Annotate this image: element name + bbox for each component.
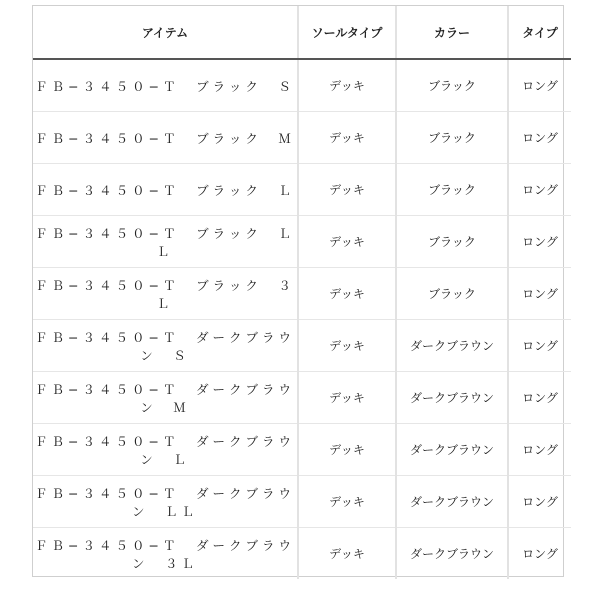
table-row [33,320,571,372]
cell-color: ブラック [396,216,508,268]
cell-item: ＦＢ−３４５０−Ｔ ダークブラウン ＬＬ [33,476,298,528]
cell-sole-type: デッキ [298,112,396,164]
cell-color: ブラック [396,59,508,112]
cell-color: ブラック [396,268,508,320]
cell-type: ロング [508,59,571,112]
table-row [33,528,571,580]
product-spec-table-container [32,5,564,577]
table-row [33,476,571,528]
cell-color: ダークブラウン [396,424,508,476]
table-row [33,216,571,268]
cell-sole-type: デッキ [298,424,396,476]
table-header [33,6,571,59]
cell-item: ＦＢ−３４５０−Ｔ ダークブラウン Ｓ [33,320,298,372]
cell-color: ブラック [396,164,508,216]
header-row [33,6,571,59]
cell-sole-type: デッキ [298,216,396,268]
header-type: タイプ [508,6,571,59]
cell-type: ロング [508,112,571,164]
header-color: カラー [396,6,508,59]
table-row [33,424,571,476]
table-row [33,372,571,424]
cell-type: ロング [508,320,571,372]
cell-item: ＦＢ−３４５０−Ｔ ブラック Ｍ [33,112,298,164]
cell-sole-type: デッキ [298,320,396,372]
cell-sole-type: デッキ [298,476,396,528]
table-body [33,59,571,579]
header-item: アイテム [33,6,298,59]
cell-color: ダークブラウン [396,528,508,580]
cell-color: ダークブラウン [396,476,508,528]
table-row [33,164,571,216]
product-spec-table [33,6,571,579]
cell-type: ロング [508,372,571,424]
cell-type: ロング [508,424,571,476]
table-row [33,112,571,164]
cell-sole-type: デッキ [298,164,396,216]
header-sole-type: ソールタイプ [298,6,396,59]
cell-color: ブラック [396,112,508,164]
cell-type: ロング [508,164,571,216]
table-row [33,59,571,112]
cell-type: ロング [508,528,571,580]
cell-item: ＦＢ−３４５０−Ｔ ダークブラウン ３Ｌ [33,528,298,580]
cell-sole-type: デッキ [298,528,396,580]
cell-color: ダークブラウン [396,320,508,372]
cell-item: ＦＢ−３４５０−Ｔ ブラック ３Ｌ [33,268,298,320]
cell-color: ダークブラウン [396,372,508,424]
cell-sole-type: デッキ [298,268,396,320]
cell-item: ＦＢ−３４５０−Ｔ ダークブラウン Ｍ [33,372,298,424]
cell-sole-type: デッキ [298,372,396,424]
cell-item: ＦＢ−３４５０−Ｔ ブラック Ｌ [33,164,298,216]
cell-sole-type: デッキ [298,59,396,112]
cell-item: ＦＢ−３４５０−Ｔ ブラック Ｓ [35,78,295,94]
cell-type: ロング [508,216,571,268]
cell-type: ロング [508,268,571,320]
cell-item: ＦＢ−３４５０−Ｔ ブラック ＬＬ [33,216,298,268]
cell-type: ロング [508,476,571,528]
cell-item: ＦＢ−３４５０−Ｔ ダークブラウン Ｌ [33,424,298,476]
table-row [33,268,571,320]
